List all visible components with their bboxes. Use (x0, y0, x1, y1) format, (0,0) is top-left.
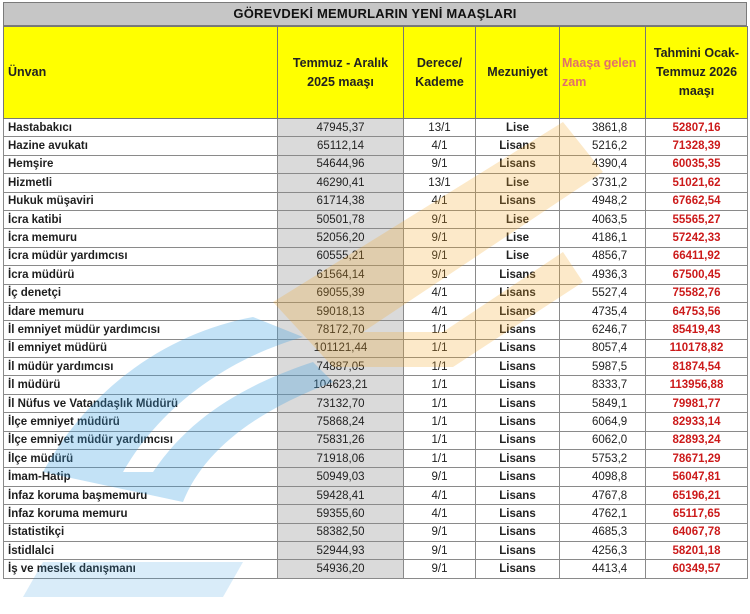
cell-mezuniyet: Lisans (476, 541, 560, 559)
cell-tahmini-2026: 55565,27 (646, 210, 748, 228)
cell-maas-2025: 52056,20 (278, 229, 404, 247)
cell-unvan: İcra müdürü (4, 266, 278, 284)
cell-unvan: Hazine avukatı (4, 137, 278, 155)
cell-derece-kademe: 1/1 (404, 413, 476, 431)
cell-derece-kademe: 1/1 (404, 376, 476, 394)
cell-mezuniyet: Lisans (476, 394, 560, 412)
cell-mezuniyet: Lisans (476, 358, 560, 376)
cell-maas-2025: 61564,14 (278, 266, 404, 284)
cell-mezuniyet: Lisans (476, 155, 560, 173)
cell-zam: 4762,1 (560, 505, 646, 523)
cell-mezuniyet: Lisans (476, 505, 560, 523)
cell-zam: 4186,1 (560, 229, 646, 247)
table-row (4, 358, 748, 376)
cell-derece-kademe: 1/1 (404, 321, 476, 339)
cell-zam: 4685,3 (560, 523, 646, 541)
header-row (4, 27, 748, 119)
table-row (4, 247, 748, 265)
cell-maas-2025: 47945,37 (278, 119, 404, 137)
cell-unvan: İlçe müdürü (4, 450, 278, 468)
cell-maas-2025: 104623,21 (278, 376, 404, 394)
cell-mezuniyet: Lise (476, 119, 560, 137)
cell-derece-kademe: 9/1 (404, 247, 476, 265)
cell-zam: 4936,3 (560, 266, 646, 284)
table-row (4, 284, 748, 302)
cell-tahmini-2026: 52807,16 (646, 119, 748, 137)
cell-mezuniyet: Lisans (476, 192, 560, 210)
cell-derece-kademe: 9/1 (404, 229, 476, 247)
cell-unvan: Hemşire (4, 155, 278, 173)
cell-derece-kademe: 13/1 (404, 174, 476, 192)
cell-unvan: Hukuk müşaviri (4, 192, 278, 210)
cell-zam: 5527,4 (560, 284, 646, 302)
cell-maas-2025: 54644,96 (278, 155, 404, 173)
salary-table-document (3, 2, 747, 610)
cell-unvan: İl emniyet müdür yardımcısı (4, 321, 278, 339)
cell-tahmini-2026: 82893,24 (646, 431, 748, 449)
cell-unvan: İl Nüfus ve Vatandaşlık Müdürü (4, 394, 278, 412)
cell-mezuniyet: Lisans (476, 450, 560, 468)
cell-derece-kademe: 1/1 (404, 450, 476, 468)
cell-maas-2025: 50949,03 (278, 468, 404, 486)
table-row (4, 229, 748, 247)
cell-maas-2025: 65112,14 (278, 137, 404, 155)
cell-zam: 4735,4 (560, 302, 646, 320)
cell-mezuniyet: Lisans (476, 321, 560, 339)
cell-maas-2025: 59428,41 (278, 486, 404, 504)
cell-derece-kademe: 4/1 (404, 192, 476, 210)
cell-derece-kademe: 9/1 (404, 155, 476, 173)
cell-unvan: İstatistikçi (4, 523, 278, 541)
cell-derece-kademe: 9/1 (404, 560, 476, 578)
cell-derece-kademe: 1/1 (404, 431, 476, 449)
table-row (4, 376, 748, 394)
cell-mezuniyet: Lisans (476, 560, 560, 578)
cell-tahmini-2026: 60035,35 (646, 155, 748, 173)
table-title: GÖREVDEKİ MEMURLARIN YENİ MAAŞLARI (3, 2, 747, 26)
cell-tahmini-2026: 79981,77 (646, 394, 748, 412)
table-row (4, 523, 748, 541)
table-row (4, 266, 748, 284)
cell-tahmini-2026: 78671,29 (646, 450, 748, 468)
cell-mezuniyet: Lise (476, 174, 560, 192)
table-body (4, 119, 748, 579)
cell-mezuniyet: Lisans (476, 339, 560, 357)
cell-tahmini-2026: 67500,45 (646, 266, 748, 284)
header-tahmini-2026: Tahmini Ocak-Temmuz 2026 maaşı (646, 27, 748, 119)
cell-unvan: İlçe emniyet müdürü (4, 413, 278, 431)
header-zam: Maaşa gelen zam (560, 27, 646, 119)
salary-table (3, 26, 748, 579)
cell-maas-2025: 46290,41 (278, 174, 404, 192)
cell-zam: 4390,4 (560, 155, 646, 173)
cell-unvan: İl emniyet müdürü (4, 339, 278, 357)
cell-mezuniyet: Lisans (476, 413, 560, 431)
cell-derece-kademe: 9/1 (404, 266, 476, 284)
cell-unvan: Hizmetli (4, 174, 278, 192)
cell-maas-2025: 58382,50 (278, 523, 404, 541)
cell-mezuniyet: Lisans (476, 431, 560, 449)
cell-tahmini-2026: 64067,78 (646, 523, 748, 541)
cell-mezuniyet: Lise (476, 210, 560, 228)
cell-zam: 6062,0 (560, 431, 646, 449)
table-row (4, 394, 748, 412)
cell-unvan: İcra memuru (4, 229, 278, 247)
cell-mezuniyet: Lisans (476, 523, 560, 541)
table-row (4, 541, 748, 559)
cell-maas-2025: 71918,06 (278, 450, 404, 468)
cell-maas-2025: 74887,05 (278, 358, 404, 376)
cell-tahmini-2026: 58201,18 (646, 541, 748, 559)
cell-maas-2025: 59018,13 (278, 302, 404, 320)
cell-tahmini-2026: 71328,39 (646, 137, 748, 155)
cell-maas-2025: 101121,44 (278, 339, 404, 357)
cell-zam: 5987,5 (560, 358, 646, 376)
cell-unvan: Hastabakıcı (4, 119, 278, 137)
table-row (4, 486, 748, 504)
cell-tahmini-2026: 85419,43 (646, 321, 748, 339)
cell-zam: 4948,2 (560, 192, 646, 210)
cell-derece-kademe: 1/1 (404, 394, 476, 412)
cell-unvan: İç denetçi (4, 284, 278, 302)
cell-zam: 5849,1 (560, 394, 646, 412)
cell-unvan: İstidlalci (4, 541, 278, 559)
cell-derece-kademe: 9/1 (404, 541, 476, 559)
cell-tahmini-2026: 66411,92 (646, 247, 748, 265)
cell-mezuniyet: Lisans (476, 266, 560, 284)
cell-tahmini-2026: 67662,54 (646, 192, 748, 210)
table-row (4, 174, 748, 192)
table-row (4, 413, 748, 431)
table-row (4, 192, 748, 210)
cell-derece-kademe: 9/1 (404, 468, 476, 486)
header-maas-2025: Temmuz - Aralık 2025 maaşı (278, 27, 404, 119)
cell-unvan: İmam-Hatip (4, 468, 278, 486)
cell-mezuniyet: Lisans (476, 302, 560, 320)
cell-zam: 4063,5 (560, 210, 646, 228)
cell-tahmini-2026: 81874,54 (646, 358, 748, 376)
header-derece-kademe: Derece/ Kademe (404, 27, 476, 119)
cell-derece-kademe: 9/1 (404, 523, 476, 541)
table-row (4, 560, 748, 578)
cell-mezuniyet: Lisans (476, 376, 560, 394)
cell-zam: 4256,3 (560, 541, 646, 559)
table-row (4, 468, 748, 486)
cell-maas-2025: 69055,39 (278, 284, 404, 302)
cell-tahmini-2026: 64753,56 (646, 302, 748, 320)
cell-tahmini-2026: 60349,57 (646, 560, 748, 578)
table-row (4, 431, 748, 449)
cell-unvan: İl müdür yardımcısı (4, 358, 278, 376)
cell-unvan: İcra katibi (4, 210, 278, 228)
cell-zam: 4098,8 (560, 468, 646, 486)
cell-unvan: İlçe emniyet müdür yardımcısı (4, 431, 278, 449)
cell-mezuniyet: Lise (476, 247, 560, 265)
cell-mezuniyet: Lisans (476, 137, 560, 155)
cell-unvan: İcra müdür yardımcısı (4, 247, 278, 265)
cell-tahmini-2026: 51021,62 (646, 174, 748, 192)
cell-derece-kademe: 9/1 (404, 210, 476, 228)
cell-zam: 8333,7 (560, 376, 646, 394)
cell-zam: 8057,4 (560, 339, 646, 357)
table-row (4, 155, 748, 173)
cell-unvan: İnfaz koruma memuru (4, 505, 278, 523)
cell-mezuniyet: Lise (476, 229, 560, 247)
cell-maas-2025: 52944,93 (278, 541, 404, 559)
cell-zam: 3731,2 (560, 174, 646, 192)
cell-tahmini-2026: 65196,21 (646, 486, 748, 504)
cell-tahmini-2026: 56047,81 (646, 468, 748, 486)
cell-derece-kademe: 1/1 (404, 339, 476, 357)
table-row (4, 339, 748, 357)
cell-zam: 3861,8 (560, 119, 646, 137)
cell-derece-kademe: 4/1 (404, 486, 476, 504)
table-row (4, 302, 748, 320)
cell-derece-kademe: 4/1 (404, 284, 476, 302)
cell-mezuniyet: Lisans (476, 486, 560, 504)
cell-maas-2025: 78172,70 (278, 321, 404, 339)
table-row (4, 210, 748, 228)
table-row (4, 505, 748, 523)
table-row (4, 119, 748, 137)
cell-maas-2025: 61714,38 (278, 192, 404, 210)
header-unvan: Ünvan (4, 27, 278, 119)
cell-zam: 4856,7 (560, 247, 646, 265)
cell-tahmini-2026: 57242,33 (646, 229, 748, 247)
cell-derece-kademe: 13/1 (404, 119, 476, 137)
cell-tahmini-2026: 113956,88 (646, 376, 748, 394)
cell-unvan: İnfaz koruma başmemuru (4, 486, 278, 504)
table-row (4, 450, 748, 468)
cell-maas-2025: 73132,70 (278, 394, 404, 412)
table-row (4, 321, 748, 339)
cell-unvan: İş ve meslek danışmanı (4, 560, 278, 578)
cell-maas-2025: 54936,20 (278, 560, 404, 578)
cell-zam: 5216,2 (560, 137, 646, 155)
cell-maas-2025: 75868,24 (278, 413, 404, 431)
table-row (4, 137, 748, 155)
cell-maas-2025: 75831,26 (278, 431, 404, 449)
cell-maas-2025: 50501,78 (278, 210, 404, 228)
cell-zam: 6246,7 (560, 321, 646, 339)
cell-tahmini-2026: 75582,76 (646, 284, 748, 302)
cell-mezuniyet: Lisans (476, 468, 560, 486)
cell-mezuniyet: Lisans (476, 284, 560, 302)
cell-maas-2025: 60555,21 (278, 247, 404, 265)
cell-tahmini-2026: 82933,14 (646, 413, 748, 431)
cell-tahmini-2026: 110178,82 (646, 339, 748, 357)
cell-derece-kademe: 4/1 (404, 137, 476, 155)
cell-zam: 4767,8 (560, 486, 646, 504)
cell-zam: 5753,2 (560, 450, 646, 468)
cell-zam: 6064,9 (560, 413, 646, 431)
cell-derece-kademe: 4/1 (404, 505, 476, 523)
cell-derece-kademe: 1/1 (404, 358, 476, 376)
header-mezuniyet: Mezuniyet (476, 27, 560, 119)
cell-derece-kademe: 4/1 (404, 302, 476, 320)
cell-tahmini-2026: 65117,65 (646, 505, 748, 523)
cell-zam: 4413,4 (560, 560, 646, 578)
cell-unvan: İl müdürü (4, 376, 278, 394)
cell-maas-2025: 59355,60 (278, 505, 404, 523)
cell-unvan: İdare memuru (4, 302, 278, 320)
